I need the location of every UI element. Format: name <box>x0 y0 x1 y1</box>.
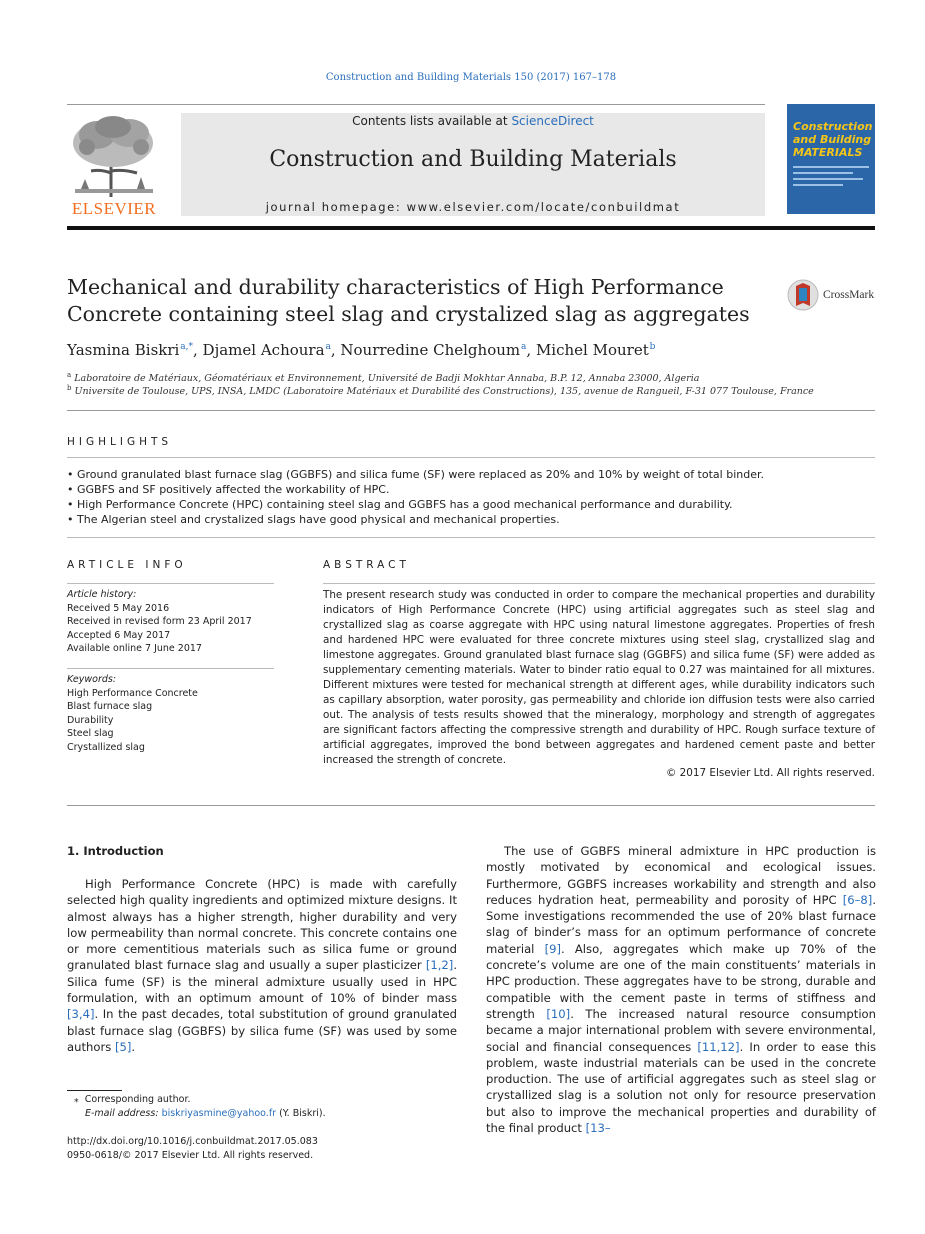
keyword: Durability <box>67 714 114 726</box>
keyword: Blast furnace slag <box>67 701 153 712</box>
corresponding-author-note <box>74 1094 191 1105</box>
cover-title: Construction and Building MATERIALS <box>793 120 873 159</box>
reference-link[interactable]: [11,12] <box>697 1039 740 1054</box>
reference-link[interactable]: [13– <box>585 1121 611 1136</box>
affiliation-text: Laboratoire de Matériaux, Géomatériaux et Environnement, Université de Badji Mokhtar Annaba, B.P. 12, Annaba 23000, Algeria <box>74 373 700 385</box>
crossmark-icon[interactable] <box>787 279 819 311</box>
highlight-item: • GGBFS and SF positively affected the workability of HPC. <box>67 482 875 497</box>
keyword: Steel slag <box>67 728 114 739</box>
affiliation <box>67 371 699 384</box>
article-title: Mechanical and durability characteristics of High Performance Concrete containing steel slag and crystalized slag as aggregates <box>67 275 750 326</box>
body-text: . <box>131 1039 136 1054</box>
crossmark-label[interactable]: CrossMark <box>823 289 875 301</box>
author-list: Yasmina Biskri $^{a,*}$, Djamel Achoura $^a$, Nourredine Chelghoum $^a$, Michel Mouret $^b$ <box>67 341 656 359</box>
divider <box>323 583 875 584</box>
cover-decoration <box>793 178 863 180</box>
corresponding-text: Corresponding author. <box>84 1094 191 1105</box>
reference-link[interactable]: [6–8] <box>842 892 873 907</box>
footnote-rule <box>67 1090 122 1091</box>
header-top-rule <box>67 104 765 105</box>
divider <box>67 537 875 538</box>
copyright: © 2017 Elsevier Ltd. All rights reserved. <box>665 767 875 779</box>
reference-link[interactable]: [10] <box>546 1006 571 1021</box>
journal-citation[interactable]: Construction and Building Materials 150 (2017) 167–178 <box>325 72 617 83</box>
affiliation-marker: b <box>67 384 72 392</box>
body-text: . Some investigations recommended the use of 20% blast furnace slag of binder’s mass for an optimum performance of concrete material <box>486 892 876 956</box>
reference-link[interactable]: [9] <box>544 941 562 956</box>
body-text: The use of GGBFS mineral admixture in HPC production is mostly motivated by economical and ecological issues. Furthermore, GGBFS increases workability and strength and also reduces hydration heat, permeability and porosity of HPC <box>486 844 876 907</box>
body-text: . Also, aggregates which make up 70% of the concrete’s volume are one of the main constituents’ materials in HPC production. These aggregates have to be strong, durable and compatible with the cement paste in terms of stiffness and strength <box>486 941 877 1021</box>
body-text: . In order to ease this problem, waste industrial materials can be used in the concrete production. The use of artificial aggregates such as steel slag or crystallized slag is a solution not only for resource preservation but also to improve the mechanical properties and durability of the final product <box>486 1039 877 1136</box>
highlights-list <box>67 467 875 527</box>
body-text: . The increased natural resource consumption became a major international problem with severe environmental, social and financial consequences <box>486 1006 876 1054</box>
highlight-item: • Ground granulated blast furnace slag (GGBFS) and silica fume (SF) were replaced as 20% and 10% by weight of total binder. <box>67 467 875 482</box>
history-entry: Received in revised form 23 April 2017 <box>67 616 252 627</box>
divider <box>67 668 274 669</box>
body-text: High Performance Concrete (HPC) is made with carefully selected high quality ingredients and optimized mixture designs. It almost always has a higher strength, higher durability and very low permeability than normal concrete. This concrete contains one or more cementitious materials such as silica fume or ground granulated blast furnace slag and usually a super plasticizer <box>67 877 457 973</box>
author-name: Djamel Achoura <box>202 341 325 359</box>
email-label: E-mail address: <box>85 1108 162 1119</box>
author-name: Nourredine Chelghoum <box>340 341 521 359</box>
affiliation <box>67 384 814 397</box>
cover-decoration <box>793 166 869 168</box>
history-entry: Accepted 6 May 2017 <box>67 629 171 641</box>
keyword: Crystallized slag <box>67 741 145 753</box>
affiliation-text: Universite de Toulouse, UPS, INSA, LMDC (Laboratoire Matériaux et Durabilité des Constructions), 135, avenue de Rangueil, F-31 077 Toulouse, France <box>74 386 814 398</box>
divider <box>67 457 875 458</box>
email-suffix: (Y. Biskri). <box>276 1108 326 1119</box>
issn-line: 0950-0618/© 2017 Elsevier Ltd. All rights reserved. <box>67 1150 314 1161</box>
reference-link[interactable]: [3,4] <box>67 1007 95 1022</box>
article-history-label: Article history: <box>67 589 137 600</box>
section-heading: 1. Introduction <box>67 844 164 858</box>
body-text: . In the past decades, total substitution of ground granulated blast furnace slag (GGBFS) by silica fume (SF) was used by some authors <box>67 1007 457 1054</box>
article-history <box>67 588 252 656</box>
reference-link[interactable]: [5] <box>114 1039 132 1054</box>
contents-line <box>181 114 765 128</box>
cover-decoration <box>793 184 843 186</box>
journal-title: Construction and Building Materials <box>269 147 677 172</box>
divider <box>67 410 875 411</box>
history-entry: Available online 7 June 2017 <box>67 643 202 654</box>
abstract-text: The present research study was conducted in order to compare the mechanical properties and durability indicators of High Performance Concrete (HPC) using artificial aggregates such as steel slag and crystallized slag as coarse aggregate with HPC using natural limestone aggregates. Properties of fresh and hardened HPC were evaluated for three concrete mixtures using steel slag, crystallized slag and limestone aggregates. Ground granulated blast furnace slag (GGBFS) and silica fume (SF) were added as supplementary cementing materials. Water to binder ratio equal to 0.27 was maintained for all mixtures. Different mixtures were tested for mechanical strength at different ages, while durability indicators such as capillary absorption, water porosity, gas permeability and chloride ion diffusion tests were also carried out. The analysis of tests results showed that the mineralogy, morphology and strength of aggregates are significant factors affecting the compressive strength and durability of HPC. Rough surface texture of artificial aggregates, improved the bond between aggregates and hardened cement paste and better increased the strength of concrete. <box>323 589 875 766</box>
journal-homepage[interactable]: journal homepage: www.elsevier.com/locate/conbuildmat <box>265 200 681 214</box>
body-paragraph <box>486 843 876 1136</box>
highlights-heading: HIGHLIGHTS <box>67 436 173 448</box>
author-name: Michel Mouret <box>535 341 649 359</box>
doi-link[interactable]: http://dx.doi.org/10.1016/j.conbuildmat.2017.05.083 <box>67 1136 318 1147</box>
highlight-item: • The Algerian steel and crystalized slags have good physical and mechanical properties. <box>67 512 875 527</box>
journal-cover-thumbnail[interactable] <box>787 104 875 214</box>
cover-decoration <box>793 172 853 174</box>
affiliation-marker: a <box>67 371 72 379</box>
divider <box>67 805 875 806</box>
abstract-heading: ABSTRACT <box>323 559 410 571</box>
elsevier-wordmark: ELSEVIER <box>71 199 157 218</box>
sciencedirect-link[interactable]: ScienceDirect <box>511 114 594 128</box>
elsevier-tree-logo <box>67 113 161 199</box>
author-name: Yasmina Biskri <box>67 341 180 359</box>
author-affiliation-marker[interactable]: a <box>521 342 527 352</box>
divider <box>67 583 274 584</box>
keywords-label: Keywords: <box>67 674 117 685</box>
email-note <box>85 1108 326 1119</box>
history-entry: Received 5 May 2016 <box>67 602 170 614</box>
body-text: . Silica fume (SF) is the mineral admixture usually used in HPC formulation, with an optimum amount of 10% of binder mass <box>67 958 457 1006</box>
author-affiliation-marker[interactable]: a,* <box>180 342 193 352</box>
author-affiliation-marker[interactable]: a <box>325 342 331 352</box>
reference-link[interactable]: [1,2] <box>425 958 454 973</box>
header-bottom-rule <box>67 226 875 230</box>
corresponding-symbol: ⁎ <box>74 1094 79 1105</box>
contents-prefix: Contents lists available at <box>352 114 512 128</box>
highlight-item: • High Performance Concrete (HPC) containing steel slag and GGBFS has a good mechanical performance and durability. <box>67 497 875 512</box>
article-info-heading: ARTICLE INFO <box>67 559 187 571</box>
keyword: High Performance Concrete <box>67 687 198 699</box>
body-paragraph <box>67 876 457 1055</box>
email-link[interactable]: biskriyasmine@yahoo.fr <box>161 1108 277 1119</box>
author-affiliation-marker[interactable]: b <box>649 342 656 352</box>
keywords <box>67 673 198 754</box>
